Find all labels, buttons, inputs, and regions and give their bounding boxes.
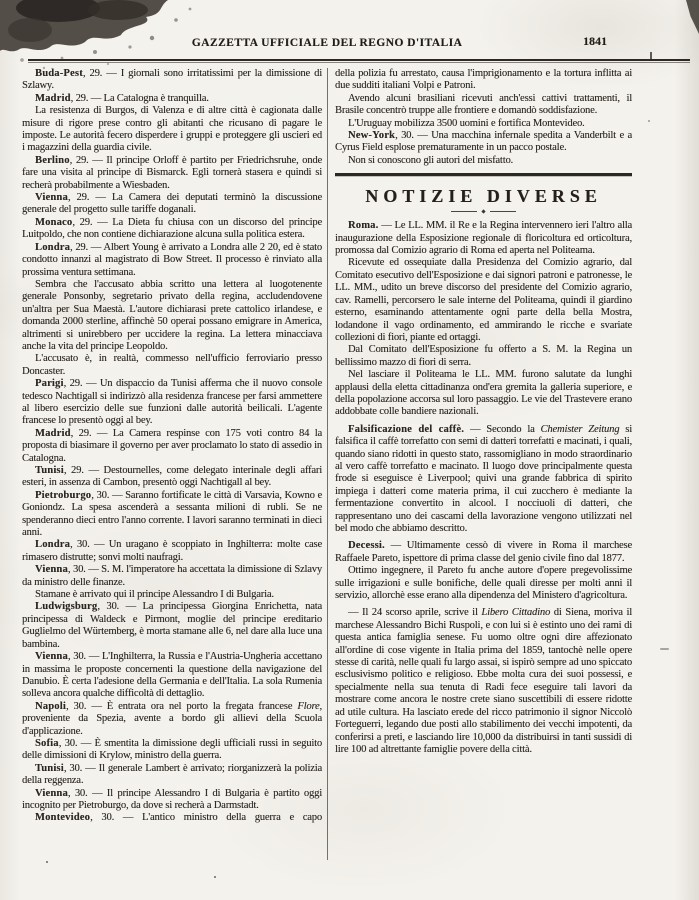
text-segment: , 30. — Il principe Alessandro I di Bulgaria è partito oggi incognito per Pietroburgo, da dove si recherà a Darmstadt. xyxy=(22,787,322,811)
notizie-diverse-body xyxy=(335,220,632,756)
text-segment: si falsifica il caffè torrefatto con semi di datteri torrefatti e macinati, i quali, quando siano ridotti in questo stato, rassomigliano in modo straordinario al vero caffè torrefatto e macinato. Il luogo dove principalmente questa frode si eseguisce è Liverpool; quivi una grande fabbrica di spirito impiega i datteri come materia prima, il cui zucchero è mediante la fermentazione convertito in alcool. I nocciuoli di datteri, che rappresentano uno dei cascami della lavorazione vengono utilizzati nel bel modo che abbiamo descritto. xyxy=(335,423,632,534)
paper-speck xyxy=(214,876,216,878)
text-segment: — Le LL. MM. il Re e la Regina intervennero ieri l'altro alla inaugurazione della Esposizione regionale di floricoltura ed orticoltura, promossa dal Comizio agrario di Roma ed aperta nel Politeama. xyxy=(335,220,632,257)
text-segment: , 30. — L'Inghilterra, la Russia e l'Austria-Ungheria accettano in massima le proposte concernenti la questione della navigazione del Danubio. È certa l'adesione della Germania e dell'Italia. La sola Rumenia solleva ancora qualche difficoltà di dettaglio. xyxy=(22,651,322,700)
dateline-lead: Madrid xyxy=(35,92,71,104)
text-segment: , 29. — Il principe Orloff è partito per Friedrichsruhe, onde fare una visita al principe di Bismarck. Egli tornerà stasera e quindi si recherà probabilmente a Wiesbaden. xyxy=(22,154,322,191)
dispatch-monaco xyxy=(22,217,322,242)
italic-title: Libero Cittadino xyxy=(481,607,551,619)
text-segment: della polizia fu arrestato, causa l'imprigionamento e la tortura inflitta ai due sudditi italiani Volpi e Patroni. xyxy=(335,68,632,92)
text-segment: di Siena, moriva il marchese Alessandro Bichi Ruspoli, e con lui si è estinto uno dei rami di questa antica famiglia senese. Fu uomo oltre ogni dire affezionato all'ordine di cose vigente in Italia prima del 1859, tantochè nelle opere stesse di carità, nelle quali fu largo assai, si ispirò sempre ad uno spiccato esclusivismo politico e religioso. Ebbe molta cura dei suoi possessi, e specialmente nella sua tenuta di Radi fece eseguire tali lavori da mostrare come ancora le nostre crete siano suscettibili di essere ridotte ad utile cultura. Ha lasciato erede del ricco patrimonio il signor Niccolò Forteguerri, legando due posti allo stabilimento dei vecchi impotenti, da conferirsi a preti, e lasciando lire 10,000 da distribuirsi in tanti sussidi di lire 100 ad altrettante famiglie povere della città. xyxy=(335,607,632,755)
article-columns xyxy=(22,68,632,860)
dateline-lead: Monaco xyxy=(35,216,73,228)
news-decessi xyxy=(335,540,632,565)
masthead-rule-tick xyxy=(650,52,652,60)
corner-ink-mark xyxy=(686,0,699,34)
paper-speck xyxy=(648,120,650,122)
masthead xyxy=(22,33,632,51)
text-segment: , 30. — Una macchina infernale spedita a Vanderbilt e a Cyrus Field esplose prematuramente in un pacco postale. xyxy=(335,130,632,154)
dateline-lead: Tunisi xyxy=(35,465,64,476)
text-segment: — Secondo la xyxy=(464,423,541,435)
paragraph-roma-visit xyxy=(335,257,632,344)
text-segment: , 29. — La Camera dei deputati terminò la discussione generale del progetto sulle tariffe doganali. xyxy=(22,192,322,216)
text-segment: , 30. — La principessa Giorgina Enrichetta, nata principessa di Waldeck e Pirmont, moglie del principe ereditario Guglielmo del Würtemberg, è morta stamane alle 6, nel dare alla luce una bambina. xyxy=(22,601,322,650)
text-segment: — Il 24 scorso aprile, scrive il xyxy=(348,607,482,619)
text-segment: , 29. — La Catalogna è tranquilla. xyxy=(70,92,209,104)
dateline-lead: Tunisi xyxy=(35,762,64,774)
news-falsificazione-caffe xyxy=(335,424,632,536)
dateline-lead: Decessi. xyxy=(348,540,385,552)
dateline-lead: Sofia xyxy=(35,737,59,749)
paragraph-misfatto xyxy=(335,155,632,167)
text-segment: , 29. — Destournelles, come delegato interinale degli affari esteri, in assenza di Cambon, presentò oggi Nachtigall al bey. xyxy=(22,465,322,489)
dateline-lead: Berlino xyxy=(35,154,70,166)
dispatch-buda-pest xyxy=(22,68,322,93)
paragraph-montevideo-continuation xyxy=(335,68,632,93)
paragraph-uruguay xyxy=(335,118,632,130)
dateline-lead: Vienna xyxy=(35,564,68,576)
paragraph-pareto xyxy=(335,565,632,602)
italic-title: Flore xyxy=(297,700,320,712)
dispatch-vienna-30-danubio xyxy=(22,651,322,701)
text-segment: , proveniente da Spezia, avente a bordo gli allievi della Scuola d'applicazione. xyxy=(22,700,322,737)
text-segment: La resistenza di Burgos, di Valenza e di altre città è cagionata dalle misure di rigore prese contro gli abitanti che ricusano di pagare le imposte. Le autorità fecero disperdere i gruppi e proteggere gli uscieri ed i magazzini della guardia civile. xyxy=(22,105,322,154)
masthead-rule xyxy=(28,59,690,64)
dateline-lead: Falsificazione del caffè. xyxy=(348,423,465,435)
heading-ornament-icon xyxy=(335,210,632,213)
dateline-lead: Napoli xyxy=(35,700,66,712)
text-segment: , 30. — È smentita la dimissione degli ufficiali russi in seguito delle dimissioni di Krylow, ministro della guerra. xyxy=(22,737,322,762)
dateline-lead: Parigi xyxy=(35,378,64,390)
italic-title: Chemister Zeitung xyxy=(540,423,620,435)
dispatch-ludwigsburg xyxy=(22,601,322,651)
paragraph-londra-accused xyxy=(22,353,322,378)
dispatch-new-york xyxy=(335,130,632,155)
page-number: 1841 xyxy=(583,34,607,48)
text-segment: , 30. — S. M. l'imperatore ha accettata la dimissione di Szlavy da ministro delle finanze. xyxy=(22,564,322,588)
ornament-line xyxy=(451,211,477,212)
paragraph-roma-exit xyxy=(335,369,632,419)
section-heading: NOTIZIE DIVERSE xyxy=(365,186,602,207)
text-segment: , 30. — Un uragano è scoppiato in Inghilterra: molte case rimasero distrutte; sonvi molti naufragi. xyxy=(22,539,322,563)
column-divider xyxy=(327,68,328,860)
paragraph-roma-bouquet xyxy=(335,344,632,369)
section-rule xyxy=(335,173,632,176)
dispatch-tunisi-30 xyxy=(22,763,322,788)
dispatch-montevideo xyxy=(22,812,322,824)
text-segment: Dal Comitato dell'Esposizione fu offerto a S. M. la Regina un bellissimo mazzo di fiori di serra. xyxy=(335,344,632,368)
dispatch-napoli xyxy=(22,701,322,738)
news-bichi-ruspoli xyxy=(335,607,632,756)
dateline-lead: Pietroburgo xyxy=(35,489,92,501)
text-segment: , 29. — I giornali sono irritatissimi per la dimissione di Szlawy. xyxy=(22,68,322,92)
left-column xyxy=(22,68,322,825)
text-segment: , 29. — La Dieta fu chiusa con un discorso del principe Luitpoldo, che non contiene dichiarazione alcuna sulla politica estera. xyxy=(22,216,322,241)
text-segment: , 30. — Il generale Lambert è arrivato; riorganizzerà la polizia della reggenza. xyxy=(22,762,322,787)
text-segment: , 30. — L'antico ministro della guerra e capo xyxy=(90,812,322,824)
text-segment: Ottimo ingegnere, il Pareto fu anche autore d'opere pregevolissime sulle irrigazioni e sulle bonifiche, delle quali diresse per molti anni il servizio, allorchè esse erano alla dipendenza del Ministero d'agricoltura. xyxy=(335,565,632,602)
dispatch-parigi xyxy=(22,378,322,428)
paper-speck xyxy=(46,861,48,863)
dateline-lead: Madrid xyxy=(35,427,71,439)
text-segment: Sembra che l'accusato abbia scritto una lettera al luogotenente generale Ponsonby, segretario privato della regina, accludendovene un'altra per Sua Maestà. L'autore dichiarasi prete cattolico irlandese, e domanda 2000 sterline, affinchè 50 operai possano emigrare in America, altrimenti si unirebbero per uccidere la regina. La lettera minacciava anche la vita del principe Leopoldo. xyxy=(22,278,322,352)
ornament-line xyxy=(490,211,516,212)
text-segment: , 29. — La Camera respinse con 175 voti contro 84 la proposta di biasimare il governo per aver proclamato lo stato di assedio in Catalogna. xyxy=(22,427,322,464)
dispatch-tunisi-29 xyxy=(22,465,322,490)
dateline-lead: Buda-Pest xyxy=(35,68,83,79)
dateline-lead: Ludwigsburg xyxy=(35,601,98,613)
dispatch-madrid-29 xyxy=(22,93,322,105)
paper-speck xyxy=(660,648,669,650)
news-roma xyxy=(335,220,632,257)
dispatch-vienna-30-finanze xyxy=(22,564,322,589)
text-segment: Non si conoscono gli autori del misfatto. xyxy=(348,154,514,166)
text-segment: — Ultimamente cessò di vivere in Roma il marchese Raffaele Pareto, ispettore di prima classe del genio civile fino dal 1877. xyxy=(335,540,632,564)
dispatch-pietroburgo xyxy=(22,490,322,540)
dateline-lead: Vienna xyxy=(35,787,68,799)
paragraph-londra-letter xyxy=(22,279,322,353)
text-segment: , 29. — Albert Young è arrivato a Londra alle 2 20, ed è stato condotto innanzi al magistrato di Bow Street. Il processo è rinviato alla prossima ventura settimana. xyxy=(22,241,322,278)
paragraph-brasile xyxy=(335,93,632,118)
newspaper-title: GAZZETTA UFFICIALE DEL REGNO D'ITALIA xyxy=(191,37,463,49)
text-segment: , 30. — Saranno fortificate le città di Varsavia, Kowno e Goniondz. La spesa ascenderà a sessanta milioni di rubli. Se ne spenderanno dieci entro l'anno corrente. I lavori saranno terminati in dieci anni. xyxy=(22,489,322,539)
dateline-lead: Vienna xyxy=(35,192,68,204)
paragraph-madrid-detail xyxy=(22,105,322,155)
dispatch-vienna-30-bulgaria xyxy=(22,788,322,813)
dateline-lead: Londra xyxy=(35,241,71,253)
text-segment: Stamane è arrivato qui il principe Alessandro I di Bulgaria. xyxy=(35,589,274,601)
dateline-lead: Montevideo xyxy=(35,812,91,824)
text-segment: L'Uruguay mobilizza 3500 uomini e fortifica Montevideo. xyxy=(348,117,585,129)
dispatch-londra-30 xyxy=(22,539,322,564)
dispatch-madrid-29-camera xyxy=(22,428,322,465)
dispatch-sofia xyxy=(22,738,322,763)
dateline-lead: New-York xyxy=(348,130,396,142)
text-segment: Nel lasciare il Politeama le LL. MM. furono salutate da lunghi applausi della eletta cittadinanza ond'era gremita la galleria superiore, e della popolazione accorsa sul loro passaggio. Le vie del Trastevere erano addobbate colle bandiere nazionali. xyxy=(335,369,632,418)
dispatch-londra-29 xyxy=(22,242,322,279)
dispatch-vienna-29 xyxy=(22,192,322,217)
text-segment: , 29. — Un dispaccio da Tunisi afferma che il nuovo console tedesco Nachtigall si indirizzò alla residenza francese per farsi ammettere al libero esercizio delle sue funzioni dalle autorità beilicali. L'agente francese lo presentò oggi al bey. xyxy=(22,378,322,427)
text-segment: L'accusato è, in realtà, commesso nell'ufficio ferroviario presso Doncaster. xyxy=(22,353,322,377)
ornament-dot xyxy=(481,210,485,214)
telegrams-continuation xyxy=(335,68,632,167)
dateline-lead: Londra xyxy=(35,539,71,551)
dateline-lead: Vienna xyxy=(35,651,68,663)
dispatch-berlino xyxy=(22,155,322,192)
text-segment: Avendo alcuni brasiliani ricevuti anch'essi cattivi trattamenti, il Brasile concentrò truppe alle frontiere e domandò soddisfazione. xyxy=(335,92,632,117)
paragraph-bulgaria-arrival xyxy=(22,589,322,601)
right-column xyxy=(335,68,632,756)
text-segment: , 30. — È entrata ora nel porto la fregata francese xyxy=(65,700,298,712)
dateline-lead: Roma. xyxy=(348,220,379,232)
text-segment: Ricevute ed ossequiate dalla Presidenza del Comizio agrario, dal Comitato esecutivo dell'Esposizione e dai signori patroni e patronesse, le LL. MM., udito un breve discorso del presidente del Comizio agrario, cav. Ramelli, percorsero le sale interne del Politeama, quindi il giardino esterno, esaminando attentamente ogni parte della bella Mostra, lodandone il vago ordinamento, ed ammirando le ricche e svariate collezioni di fiori, piante ed ortaggi. xyxy=(335,257,632,343)
